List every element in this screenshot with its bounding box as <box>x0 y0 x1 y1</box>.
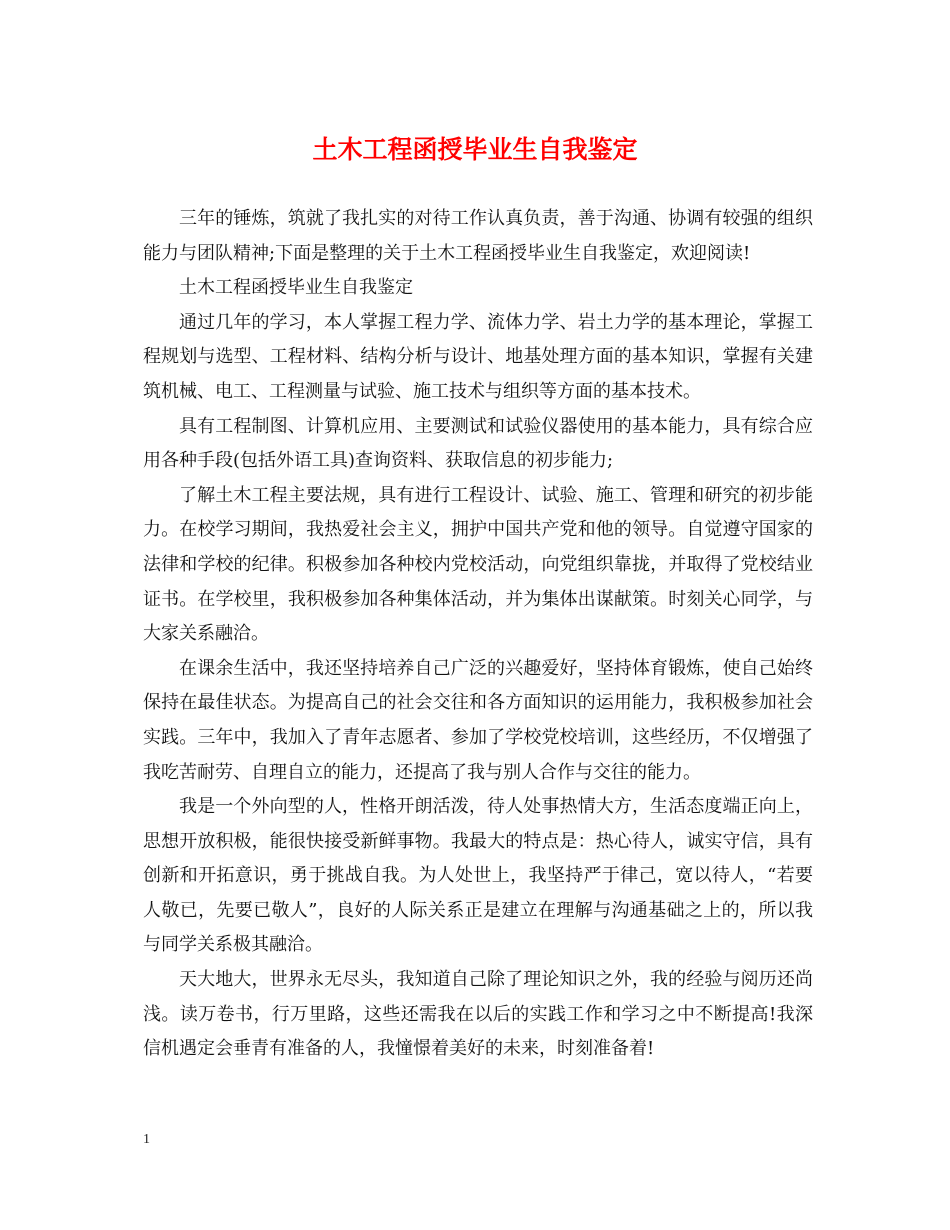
paragraph-extracurricular: 在课余生活中，我还坚持培养自己广泛的兴趣爱好，坚持体育锻炼，使自己始终保持在最佳状态。为提高自己的社会交往和各方面知识的运用能力，我积极参加社会实践。三年中，我加入了青年志愿者、参加了学校党校培训，这些经历，不仅增强了我吃苦耐劳、自理自立的能力，还提高了我与别人合作与交往的能力。 <box>143 657 813 783</box>
paragraph-conclusion: 天大地大，世界永无尽头，我知道自己除了理论知识之外，我的经验与阅历还尚浅。读万卷书，行万里路，这些还需我在以后的实践工作和学习之中不断提高!我深信机遇定会垂青有准备的人，我憧憬着美好的未来，时刻准备着! <box>143 969 813 1060</box>
paragraph-knowledge: 通过几年的学习，本人掌握工程力学、流体力学、岩土力学的基本理论，掌握工程规划与选型、工程材料、结构分析与设计、地基处理方面的基本知识，掌握有关建筑机械、电工、工程测量与试验、施工技术与组织等方面的基本技术。 <box>143 311 813 402</box>
paragraph-intro: 三年的锤炼，筑就了我扎实的对待工作认真负责，善于沟通、协调有较强的组织能力与团队精神;下面是整理的关于土木工程函授毕业生自我鉴定，欢迎阅读! <box>143 208 813 264</box>
document-body <box>143 202 813 1067</box>
paragraph-abilities: 具有工程制图、计算机应用、主要测试和试验仪器使用的基本能力，具有综合应用各种手段(包括外语工具)查询资料、获取信息的初步能力; <box>143 415 813 472</box>
page-number: 1 <box>143 1132 150 1147</box>
document-title: 土木工程函授毕业生自我鉴定 <box>312 135 638 164</box>
paragraph-regulations: 了解土木工程主要法规，具有进行工程设计、试验、施工、管理和研究的初步能力。在校学习期间，我热爱社会主义，拥护中国共产党和他的领导。自觉遵守国家的法律和学校的纪律。积极参加各种校内党校活动，向党组织靠拢，并取得了党校结业证书。在学校里，我积极参加各种集体活动，并为集体出谋献策。时刻关心同学，与大家关系融洽。 <box>143 484 813 645</box>
paragraph-personality: 我是一个外向型的人，性格开朗活泼，待人处事热情大方，生活态度端正向上，思想开放积极，能很快接受新鲜事物。我最大的特点是：热心待人，诚实守信，具有创新和开拓意识，勇于挑战自我。为人处世上，我坚持严于律己，宽以待人，“若要人敬已，先要已敬人”，良好的人际关系正是建立在理解与沟通基础之上的，所以我与同学关系极其融洽。 <box>143 796 813 956</box>
paragraph-subtitle: 土木工程函授毕业生自我鉴定 <box>179 277 413 299</box>
